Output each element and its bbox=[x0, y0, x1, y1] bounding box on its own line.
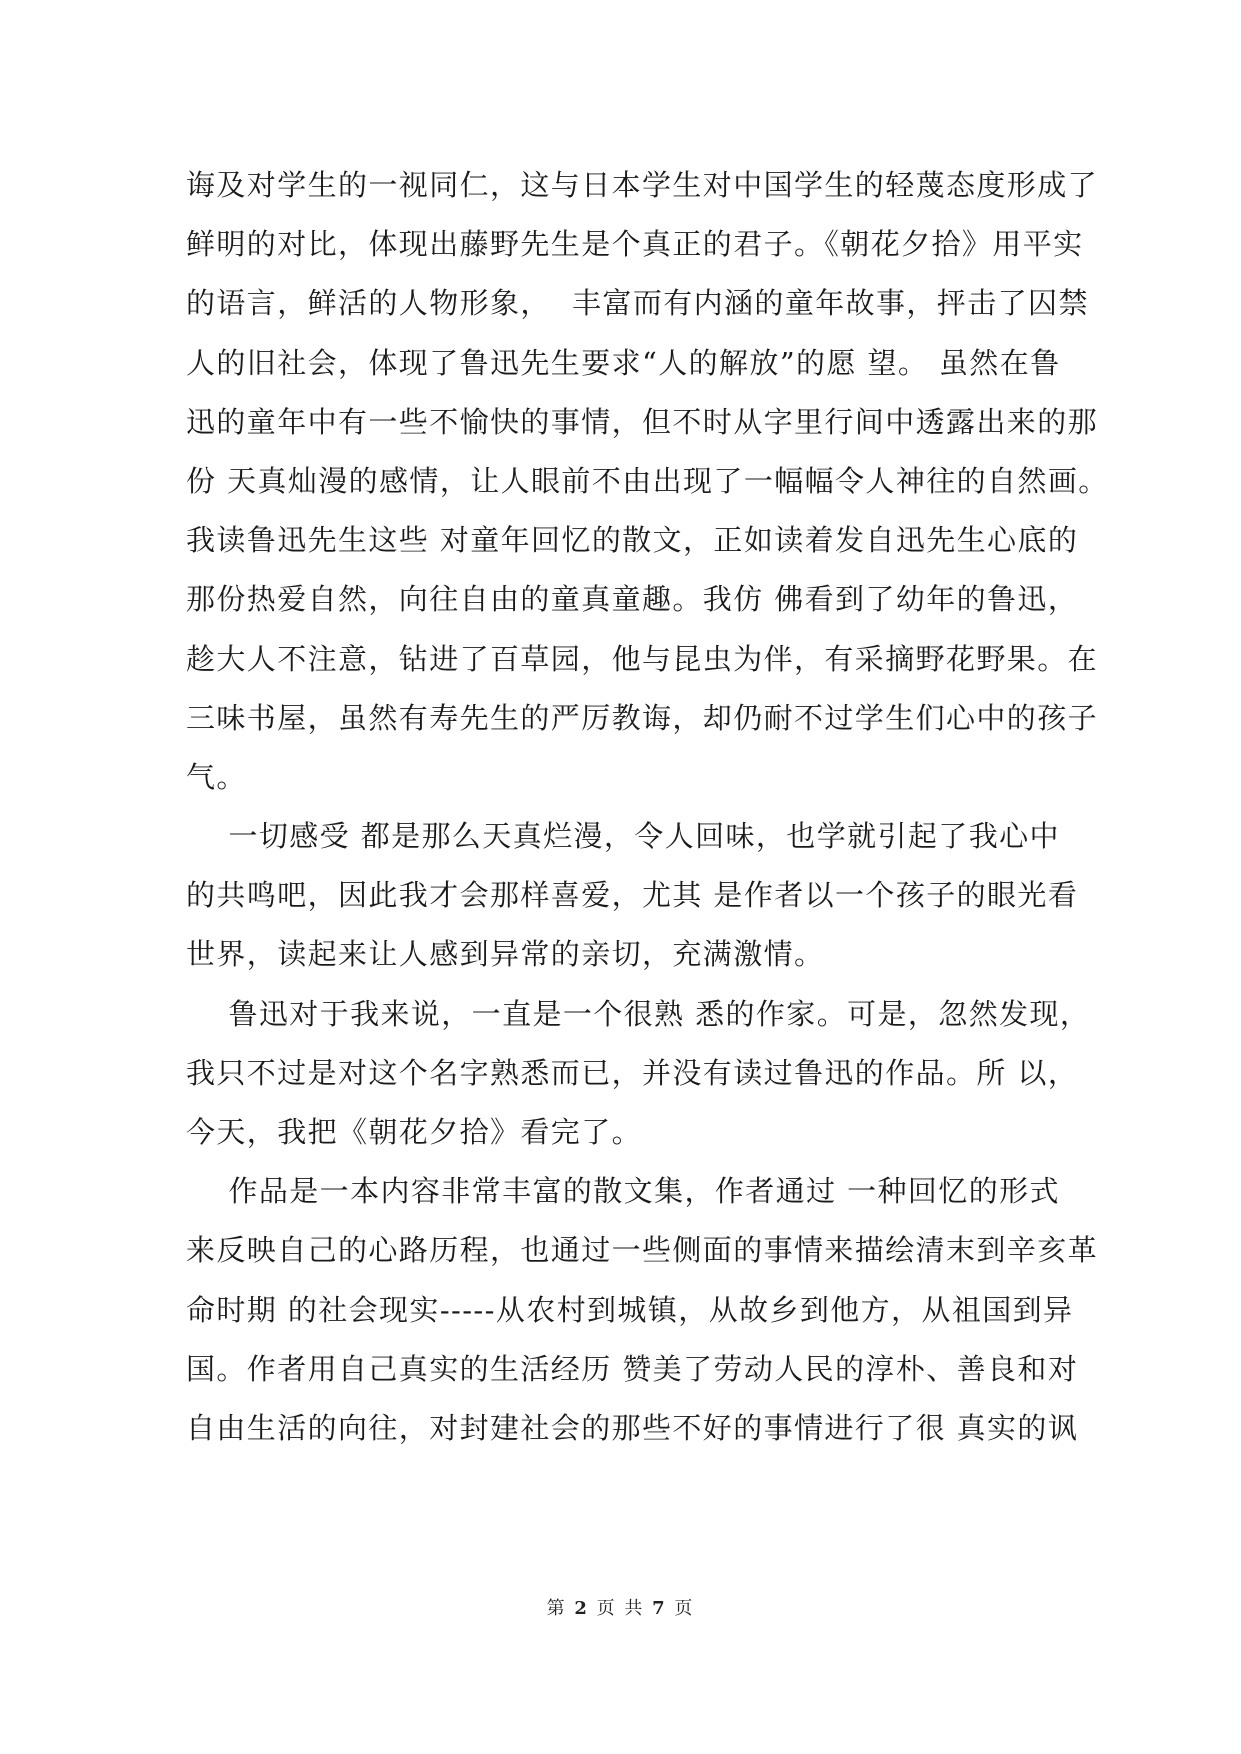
text-line: 的共鸣吧，因此我才会那样喜爱，尤其 是作者以一个孩子的眼光看 bbox=[186, 878, 1079, 913]
page-footer bbox=[0, 1594, 1241, 1620]
footer-suffix: 页 bbox=[674, 1598, 695, 1619]
text-line: 今天，我把《朝花夕拾》看完了。 bbox=[186, 1115, 643, 1149]
text-line: 三味书屋，虽然有寿先生的严厉教诲，却仍耐不过学生们心中的孩子 bbox=[186, 700, 1099, 735]
text-line: 份 天真灿漫的感情，让人眼前不由出现了一幅幅令人神往的自然画。 bbox=[186, 463, 1109, 498]
text-line: 我只不过是对这个名字熟悉而已，并没有读过鲁迅的作品。所 以， bbox=[186, 1055, 1079, 1090]
text-line: 诲及对学生的一视同仁，这与日本学生对中国学生的轻蔑态度形成了 bbox=[186, 168, 1099, 202]
text-line: 趁大人不注意，钻进了百草园，他与昆虫为伴，有采摘野花野果。在 bbox=[186, 641, 1099, 676]
text-line: 一切感受 都是那么天真烂漫，令人回味，也学就引起了我心中 bbox=[186, 819, 1060, 854]
current-page-number: 2 bbox=[574, 1598, 589, 1619]
text-line: 作品是一本内容非常丰富的散文集，作者通过 一种回忆的形式 bbox=[186, 1174, 1060, 1209]
text-line: 迅的童年中有一些不愉快的事情，但不时从字里行间中透露出来的那 bbox=[186, 404, 1099, 439]
text-line: 国。作者用自己真实的生活经历 赞美了劳动人民的淳朴、善良和对 bbox=[186, 1351, 1079, 1386]
footer-middle: 页 共 bbox=[596, 1598, 645, 1619]
footer-prefix: 第 bbox=[546, 1598, 567, 1619]
text-line: 鲁迅对于我来说，一直是一个很熟 悉的作家。可是，忽然发现， bbox=[186, 996, 1091, 1031]
total-pages-number: 7 bbox=[652, 1598, 667, 1619]
text-line: 人的旧社会，体现了鲁迅先生要求“人的解放”的愿 望。 虽然在鲁 bbox=[186, 345, 1061, 380]
text-line: 命时期 的社会现实-----从农村到城镇，从故乡到他方，从祖国到异 bbox=[186, 1292, 1074, 1327]
text-line: 世界，读起来让人感到异常的亲切，充满激情。 bbox=[186, 937, 825, 972]
text-line: 自由生活的向往，对封建社会的那些不好的事情进行了很 真实的讽 bbox=[186, 1410, 1079, 1445]
text-line: 来反映自己的心路历程，也通过一些侧面的事情来描绘清末到辛亥革 bbox=[186, 1233, 1099, 1268]
text-line: 鲜明的对比，体现出藤野先生是个真正的君子。《朝花夕拾》用平实 bbox=[186, 227, 1084, 262]
text-line: 的语言，鲜活的人物形象， 丰富而有内涵的童年故事，抨击了囚禁 bbox=[186, 286, 1089, 321]
text-line: 那份热爱自然，向往自由的童真童趣。我仿 佛看到了幼年的鲁迅， bbox=[186, 582, 1079, 617]
body-text bbox=[186, 156, 1109, 1458]
text-line: 气。 bbox=[186, 759, 247, 794]
text-line: 我读鲁迅先生这些 对童年回忆的散文，正如读着发自迅先生心底的 bbox=[186, 523, 1079, 558]
